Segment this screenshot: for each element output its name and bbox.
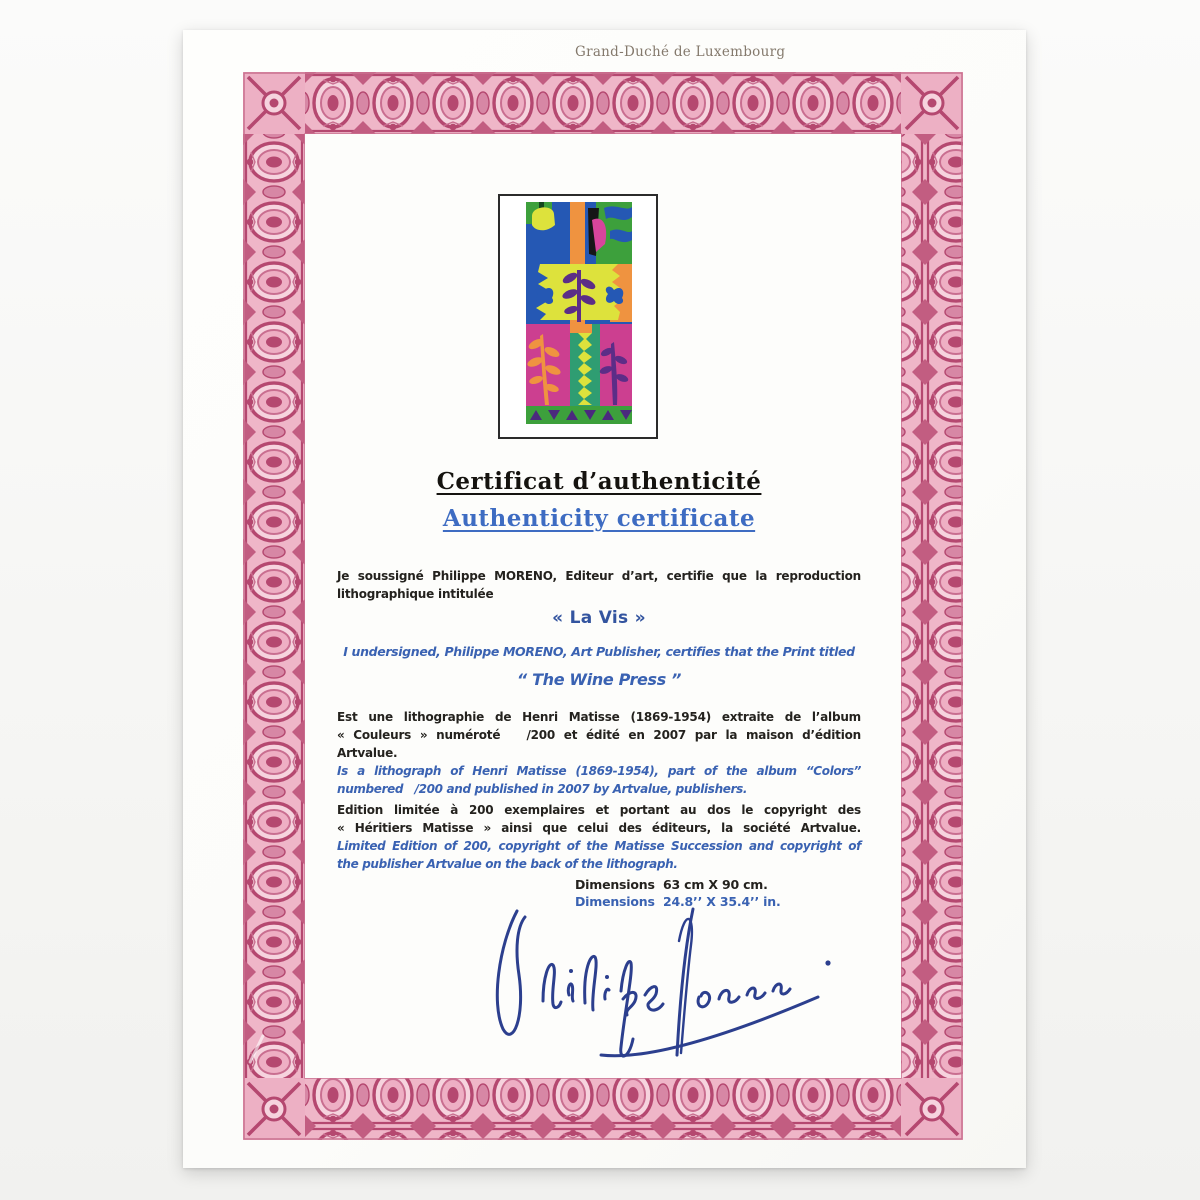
region-label: Grand-Duché de Luxembourg bbox=[575, 44, 786, 60]
edition-en-line-1: Is a lithograph of Henri Matisse (1869-1954), part of the album “Colors” bbox=[337, 764, 861, 778]
dimensions-imperial: Dimensions 24.8’’ X 35.4’’ in. bbox=[575, 894, 781, 909]
title-english: Authenticity certificate bbox=[442, 505, 756, 532]
title-english-row bbox=[325, 505, 873, 532]
intro-fr-line-2: lithographique intitulée bbox=[337, 587, 494, 601]
work-title-en: “ The Wine Press ” bbox=[516, 670, 682, 689]
intro-fr-line-1: Je soussigné Philippe MORENO, Editeur d’art, certifie que la reproduction bbox=[337, 569, 861, 583]
copyright-paragraph-fr bbox=[337, 801, 861, 837]
copyright-fr-line-1: Edition limitée à 200 exemplaires et portant au dos le copyright des bbox=[337, 803, 861, 817]
title-french-row bbox=[325, 468, 873, 495]
artwork-image bbox=[526, 202, 632, 424]
copyright-en-line-2: the publisher Artvalue on the back of the lithograph. bbox=[337, 857, 678, 871]
copyright-fr-line-2: « Héritiers Matisse » ainsi que celui des éditeurs, la société Artvalue. bbox=[337, 821, 861, 835]
work-title-fr: « La Vis » bbox=[552, 608, 646, 628]
edition-fr-line-3: Artvalue. bbox=[337, 746, 398, 760]
artwork-plate bbox=[498, 194, 658, 439]
certificate-page bbox=[183, 30, 1026, 1168]
certificate-content-area bbox=[305, 134, 901, 1078]
dimensions-metric: Dimensions 63 cm X 90 cm. bbox=[575, 877, 768, 892]
edition-paragraph-fr bbox=[337, 708, 861, 762]
signature bbox=[483, 897, 843, 1069]
edition-en-line-2: numbered /200 and published in 2007 by Artvalue, publishers. bbox=[337, 782, 748, 796]
title-french: Certificat d’authenticité bbox=[436, 468, 762, 495]
copyright-en-line-1: Limited Edition of 200, copyright of the Matisse Succession and copyright of bbox=[337, 839, 861, 853]
intro-line-en: I undersigned, Philippe MORENO, Art Publisher, certifies that the Print titled bbox=[343, 644, 855, 659]
edition-fr-line-1: Est une lithographie de Henri Matisse (1869-1954) extraite de l’album bbox=[337, 710, 861, 724]
copyright-paragraph-en bbox=[337, 837, 861, 873]
edition-fr-line-2: « Couleurs » numéroté /200 et édité en 2007 par la maison d’édition bbox=[337, 728, 861, 742]
edition-paragraph-en bbox=[337, 762, 861, 798]
intro-paragraph-fr bbox=[337, 567, 861, 603]
